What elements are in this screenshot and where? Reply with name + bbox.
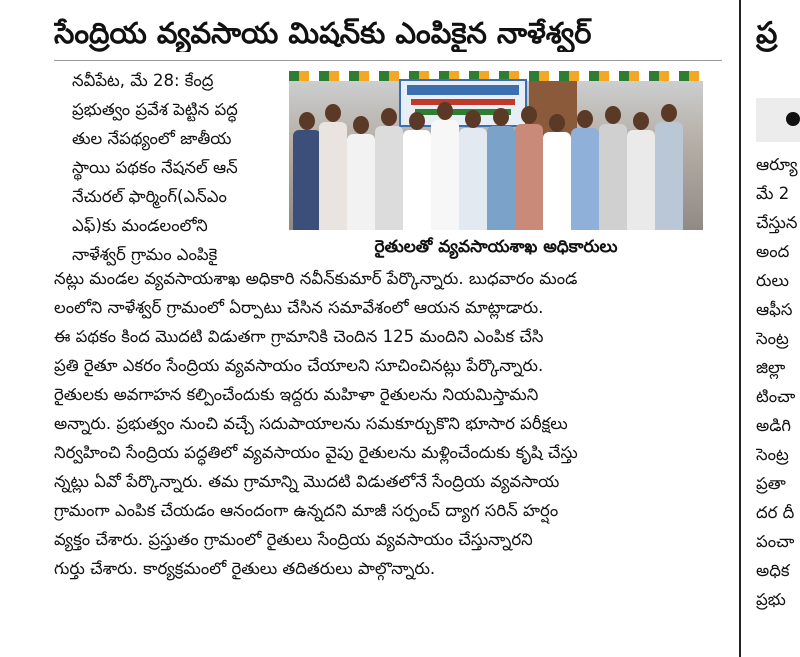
- adjacent-text-fragment: [756, 150, 800, 614]
- adjacent-headline-fragment: ప్ర: [756, 16, 778, 51]
- article-line: వ్యక్తం చేశారు. ప్రస్తుతం గ్రామంలో రైతులు సేంద్రియ వ్యవసాయం చేస్తున్నారని: [54, 530, 533, 549]
- article-line: గ్రామంగా ఎంపిక చేయడం ఆనందంగా ఉన్నదని మాజీ సర్పంచ్ ద్యాగ సరిన్ హర్షం: [54, 501, 559, 520]
- article-line: నాళేశ్వర్ గ్రామం ఎంపికై: [72, 245, 218, 264]
- article-line: తుల నేపథ్యంలో జాతీయ: [72, 129, 232, 148]
- adjacent-line: ప్రభు: [756, 590, 786, 609]
- article-line: న్నట్లు ఏవో పేర్కొన్నారు. తమ గ్రామాన్ని మొదటి విడుతలోనే సేంద్రియ వ్యవసాయ: [54, 472, 560, 491]
- adjacent-line: పంచా: [756, 532, 795, 551]
- article-line: లంలోని నాళేశ్వర్ గ్రామంలో ఏర్పాటు చేసిన సమావేశంలో ఆయన మాట్లాడారు.: [54, 298, 544, 317]
- article-line: రైతులకు అవగాహన కల్పించేందుకు ఇద్దరు మహిళా రైతులను నియమిస్తామని: [54, 385, 539, 404]
- adjacent-line: ప్రతా: [756, 474, 786, 493]
- article-line: నిర్వహించి సేంద్రియ పద్ధతిలో వ్యవసాయం వైపు రైతులను మళ్లించేందుకు కృషి చేస్తు: [54, 443, 578, 462]
- article-line: నవీపేట, మే 28: కేంద్ర: [72, 71, 214, 90]
- article-line: ఈ పథకం కింద మొదటి విడుతగా గ్రామానికి చెందిన 125 మందిని ఎంపిక చేసి: [54, 327, 544, 346]
- adjacent-line: మే 2: [756, 184, 790, 203]
- adjacent-line: టించా: [756, 387, 796, 406]
- person-figure: [543, 114, 571, 230]
- adjacent-line: దర దీ: [756, 503, 795, 522]
- adjacent-line: సెంట్ర: [756, 329, 789, 348]
- article-line: స్థాయి పథకం నేషనల్ ఆన్: [72, 158, 238, 177]
- adjacent-subhead-box: [756, 98, 800, 142]
- person-figure: [655, 104, 683, 230]
- article-line: నేచురల్ ఫార్మింగ్(ఎన్ఎం: [72, 187, 227, 206]
- person-figure: [459, 110, 487, 230]
- person-figure: [487, 108, 515, 230]
- person-figure: [599, 106, 627, 230]
- person-figure: [627, 112, 655, 230]
- person-figure: [319, 104, 347, 230]
- adjacent-line: ఆఫీస: [756, 300, 793, 319]
- person-figure: [571, 110, 599, 230]
- person-figure: [375, 108, 403, 230]
- adjacent-line: రులు: [756, 271, 789, 290]
- person-figure: [431, 102, 459, 230]
- headline: సేంద్రియ వ్యవసాయ మిషన్‌కు ఎంపికైన నాళేశ్వర్: [54, 16, 592, 50]
- bullet-icon: [786, 112, 800, 126]
- adjacent-line: చేస్తున: [756, 213, 798, 232]
- adjacent-line: అడిగి: [756, 416, 792, 435]
- photo-caption: రైతులతో వ్యవసాయశాఖ అధికారులు: [374, 237, 618, 257]
- article-line: నట్లు మండల వ్యవసాయశాఖ అధికారి నవీన్‌కుమార్ పేర్కొన్నారు. బుధవారం మండ: [54, 269, 578, 288]
- article-line: అన్నారు. ప్రభుత్వం నుంచి వచ్చే సదుపాయాలను సమకూర్చుకొని భూసార పరీక్షలు: [54, 414, 568, 433]
- person-figure: [293, 112, 321, 230]
- column-divider: [739, 0, 741, 657]
- person-figure: [403, 112, 431, 230]
- person-figure: [347, 116, 375, 230]
- adjacent-article-fragment: [756, 0, 800, 657]
- article-line: ప్రతి రైతూ ఎకరం సేంద్రియ వ్యవసాయం చేయాలని సూచించినట్లు పేర్కొన్నారు.: [54, 356, 544, 375]
- person-figure: [515, 106, 543, 230]
- adjacent-line: జిల్లా: [756, 358, 786, 377]
- article-wide-text: [54, 264, 722, 583]
- adjacent-line: ఆర్యూ: [756, 155, 798, 174]
- headline-rule: [54, 60, 722, 61]
- article-line: ప్రభుత్వం ప్రవేశ పెట్టిన పద్ధ: [72, 100, 238, 119]
- news-photo: [289, 71, 703, 230]
- adjacent-line: అధిక: [756, 561, 790, 580]
- article-line: గుర్తు చేశారు. కార్యక్రమంలో రైతులు తదితరులు పాల్గొన్నారు.: [54, 559, 436, 578]
- adjacent-line: అంద: [756, 242, 790, 261]
- article-line: ఎఫ్)కు మండలంలోని: [72, 216, 208, 235]
- article-column-text: [72, 66, 280, 269]
- adjacent-line: సెంట్ర: [756, 445, 789, 464]
